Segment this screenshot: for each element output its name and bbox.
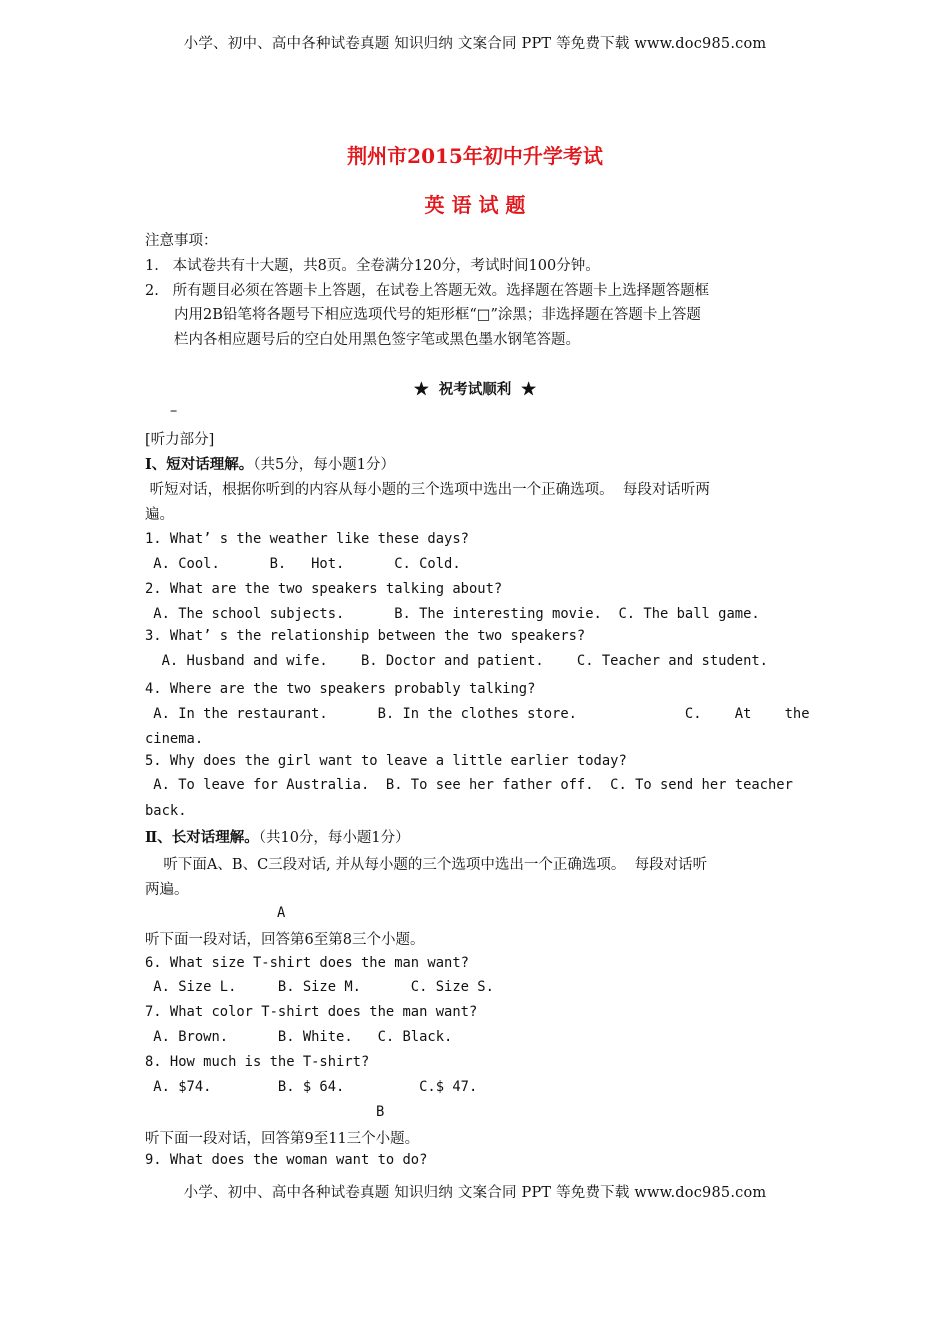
notice-item-2: 2. 所有题目必须在答题卡上答题，在试卷上答题无效。选择题在答题卡上选择题答题框 — [145, 283, 710, 299]
notice-item-2-cont: 内用2B铅笔将各题号下相应选项代号的矩形框“□”涂黑；非选择题在答题卡上答题 — [174, 307, 701, 323]
question-4-options: A. In the restaurant. B. In the clothes store. C. At the — [145, 706, 810, 722]
dialogue-b-label: B — [376, 1104, 385, 1120]
question-4-options-cont: cinema. — [145, 731, 204, 747]
question-8-options: A. $74. B. $ 64. C.$ 47. — [145, 1079, 478, 1095]
question-7: 7. What color T-shirt does the man want? — [145, 1004, 478, 1020]
listening-section-label: [听力部分] — [145, 432, 215, 448]
part2-instruction-cont: 两遍。 — [145, 882, 189, 898]
part1-instruction-cont: 遍。 — [145, 507, 174, 523]
exam-subtitle: 英 语 试 题 — [424, 193, 526, 217]
question-8: 8. How much is the T-shirt? — [145, 1054, 370, 1070]
page-footer: 小学、初中、高中各种试卷真题 知识归纳 文案合同 PPT 等免费下载 www.doc985.com — [183, 1185, 767, 1201]
question-3: 3. What’ s the relationship between the two speakers? — [145, 628, 586, 644]
part1-heading-score: （共5分，每小题1分） — [253, 457, 395, 473]
question-2-options: A. The school subjects. B. The interesting movie. C. The ball game. — [145, 606, 760, 622]
notice-heading: 注意事项： — [145, 233, 218, 249]
question-3-options: A. Husband and wife. B. Doctor and patient. C. Teacher and student. — [145, 653, 768, 669]
question-6-options: A. Size L. B. Size M. C. Size S. — [145, 979, 494, 995]
part1-heading — [145, 453, 395, 474]
part1-instruction: 听短对话，根据你听到的内容从每小题的三个选项中选出一个正确选项。 每段对话听两 — [145, 482, 710, 498]
dialogue-a-label: A — [277, 905, 286, 921]
notice-item-2-cont2: 栏内各相应题号后的空白处用黑色签字笔或黑色墨水钢笔答题。 — [174, 332, 580, 348]
part2-heading-title: Ⅱ、长对话理解。 — [145, 829, 259, 846]
question-5-options: A. To leave for Australia. B. To see her father off. C. To send her teacher — [145, 777, 793, 793]
part2-heading-score: （共10分，每小题1分） — [258, 830, 410, 846]
notice-item-1: 1. 本试卷共有十大题，共8页。全卷满分120分，考试时间100分钟。 — [145, 258, 600, 274]
question-5: 5. Why does the girl want to leave a little earlier today? — [145, 753, 627, 769]
question-9: 9. What does the woman want to do? — [145, 1152, 428, 1168]
dialogue-b-intro: 听下面一段对话，回答第9至11三个小题。 — [145, 1131, 420, 1147]
exam-wish: ★ 祝考试顺利 ★ — [414, 381, 536, 398]
question-7-options: A. Brown. B. White. C. Black. — [145, 1029, 453, 1045]
part2-heading — [145, 826, 410, 847]
question-2: 2. What are the two speakers talking about? — [145, 581, 503, 597]
page-header: 小学、初中、高中各种试卷真题 知识归纳 文案合同 PPT 等免费下载 www.doc985.com — [183, 36, 767, 52]
question-1: 1. What’ s the weather like these days? — [145, 531, 469, 547]
part1-heading-title: Ⅰ、短对话理解。 — [145, 456, 254, 473]
question-1-options: A. Cool. B. Hot. C. Cold. — [145, 556, 461, 572]
part2-instruction: 听下面A、B、C三段对话, 并从每小题的三个选项中选出一个正确选项。 每段对话听 — [145, 857, 708, 873]
exam-title: 荆州市2015年初中升学考试 — [347, 144, 603, 168]
dialogue-a-intro: 听下面一段对话，回答第6至第8三个小题。 — [145, 932, 425, 948]
stray-dash: – — [170, 403, 178, 419]
question-6: 6. What size T-shirt does the man want? — [145, 955, 469, 971]
question-4: 4. Where are the two speakers probably talking? — [145, 681, 536, 697]
question-5-options-cont: back. — [145, 803, 187, 819]
